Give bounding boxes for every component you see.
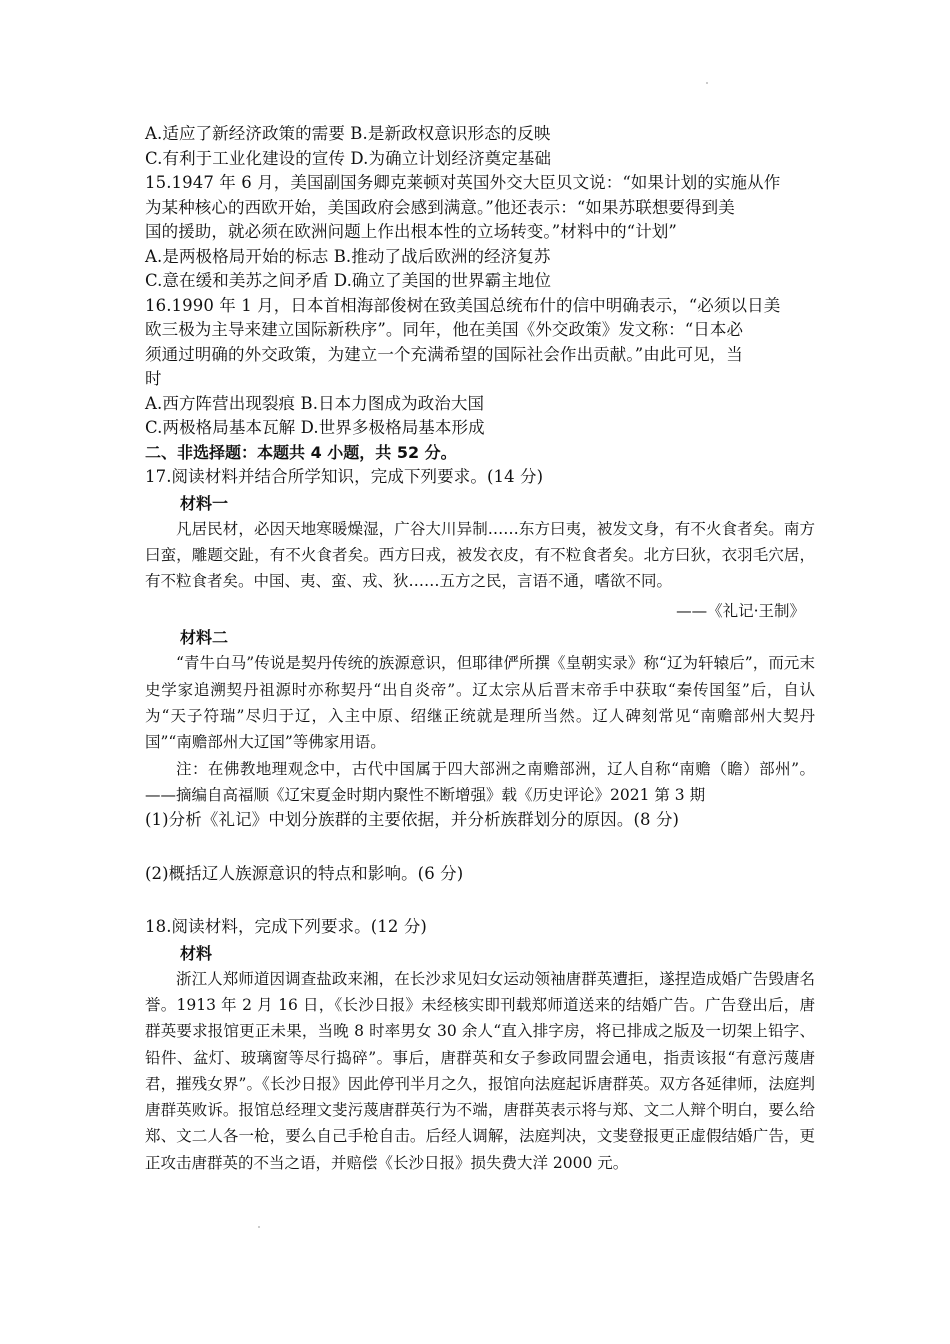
question-18	[145, 915, 815, 1176]
scan-speck	[706, 82, 708, 84]
sub-question: (2)概括辽人族源意识的特点和影响。(6 分)	[145, 863, 464, 883]
material-paragraph: “青牛白马”传说是契丹传统的族源意识，但耶律俨所撰《皇朝实录》称“辽为轩辕后”，而元末史学家追溯契丹祖源时亦称契丹“出自炎帝”。辽太宗从后晋末帝手中获取“秦传国玺”后，自认为“天子符瑞”尽归于辽，入主中原、绍继正统就是理所当然。辽人碑刻常见“南赡部州大契丹国”“南赡部州大辽国”等佛家用语。	[145, 654, 815, 752]
option-line: A.西方阵营出现裂痕 B.日本力图成为政治大国	[145, 393, 485, 413]
option-line: C.意在缓和美苏之间矛盾 D.确立了美国的世界霸主地位	[145, 271, 552, 290]
question-intro: 18.阅读材料，完成下列要求。(12 分)	[145, 917, 427, 937]
question-stem-line: 为某种核心的西欧开始，美国政府会感到满意。”他还表示：“如果苏联想要得到美	[145, 197, 735, 217]
question-stem-line: 15.1947 年 6 月，美国副国务卿克莱顿对英国外交大臣贝文说：“如果计划的实施从作	[145, 173, 781, 192]
question-17	[145, 465, 815, 915]
option-line: C.有利于工业化建设的宣传 D.为确立计划经济奠定基础	[145, 148, 552, 168]
question-16	[145, 294, 815, 441]
question-stem-line: 欧三极为主导来建立国际新秩序”。同年，他在美国《外交政策》发文称：“日本必	[145, 320, 744, 339]
option-line: A.适应了新经济政策的需要 B.是新政权意识形态的反映	[145, 124, 551, 143]
question-intro: 17.阅读材料并结合所学知识，完成下列要求。(14 分)	[145, 467, 544, 486]
question-stem-line: 时	[145, 369, 162, 388]
scan-speck	[258, 1226, 260, 1228]
sub-question: (1)分析《礼记》中划分族群的主要依据，并分析族群划分的原因。(8 分)	[145, 810, 680, 830]
exam-page	[145, 122, 815, 1176]
question-15	[145, 171, 815, 294]
section-heading: 二、非选择题：本题共 4 小题，共 52 分。	[145, 442, 457, 462]
material-title: 材料	[180, 943, 213, 963]
material-body	[145, 650, 815, 808]
material-source: ——《礼记·王制》	[676, 602, 805, 621]
question-stem-line: 国的援助，就必须在欧洲问题上作出根本性的立场转变。”材料中的“计划”	[145, 222, 677, 241]
material-note: 注：在佛教地理观念中，古代中国属于四大部洲之南赡部洲，辽人自称“南赡（瞻）部州”。——摘编自高福顺《辽宋夏金时期内聚性不断增强》载《历史评论》2021 第 3 期	[145, 759, 815, 804]
material-title: 材料二	[180, 628, 229, 648]
material-body	[145, 516, 815, 595]
material-body	[145, 966, 815, 1176]
question-stem-line: 须通过明确的外交政策，为建立一个充满希望的国际社会作出贡献。”由此可见，当	[145, 344, 743, 364]
material-paragraph: 凡居民材，必因天地寒暖燥湿，广谷大川异制……东方曰夷，被发文身，有不火食者矣。南方曰蛮，雕题交趾，有不火食者矣。西方曰戎，被发衣皮，有不粒食者矣。北方曰狄，衣羽毛穴居，有不粒食者矣。中国、夷、蛮、戎、狄……五方之民，言语不通，嗜欲不同。	[145, 519, 815, 591]
question-14-options	[145, 122, 815, 171]
material-title: 材料一	[180, 493, 229, 513]
option-line: C.两极格局基本瓦解 D.世界多极格局基本形成	[145, 418, 485, 437]
option-line: A.是两极格局开始的标志 B.推动了战后欧洲的经济复苏	[145, 246, 551, 266]
material-paragraph: 浙江人郑师道因调查盐政来湘，在长沙求见妇女运动领袖唐群英遭拒，遂捏造成婚广告毁唐名誉。1913 年 2 月 16 日，《长沙日报》未经核实即刊载郑师道送来的结婚广告。广告登出后，唐群英要求报馆更正未果，当晚 8 时率男女 30 余人“直入排字房，将已排成之版及一切架上铅字、铅件、盆灯、玻璃窗等尽行捣碎”。事后，唐群英和女子参政同盟会通电，指责该报“有意污蔑唐君，摧残女界”。《长沙日报》因此停刊半月之久，报馆向法庭起诉唐群英。双方各延律师，法庭判唐群英败诉。报馆总经理文斐污蔑唐群英行为不端，唐群英表示将与郑、文二人辩个明白，要么给郑、文二人各一枪，要么自己手枪自击。后经人调解，法庭判决，文斐登报更正虚假结婚广告，更正攻击唐群英的不当之语，并赔偿《长沙日报》损失费大洋 2000 元。	[145, 969, 815, 1172]
question-stem-line: 16.1990 年 1 月，日本首相海部俊树在致美国总统布什的信中明确表示，“必须以日美	[145, 295, 781, 315]
answer-space	[145, 833, 815, 862]
answer-space	[145, 886, 815, 915]
